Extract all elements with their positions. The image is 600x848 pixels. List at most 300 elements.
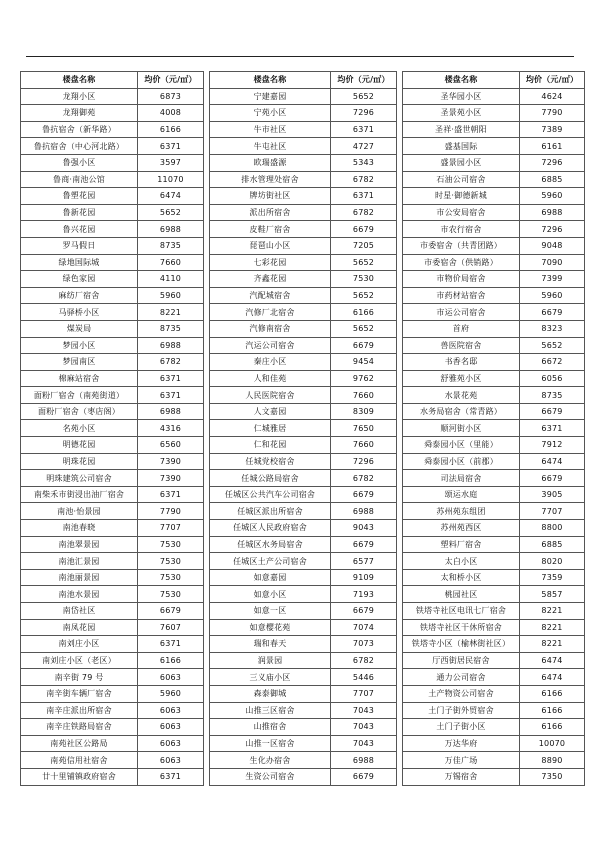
table-row — [21, 752, 204, 769]
average-price-cell: 7530 — [138, 553, 204, 570]
estate-name-cell: 马驿桥小区 — [21, 304, 138, 321]
estate-name-cell: 任城区人民政府宿舍 — [210, 520, 331, 537]
estate-name-cell: 南岱社区 — [21, 603, 138, 620]
average-price-cell: 9109 — [331, 569, 397, 586]
average-price-cell: 6063 — [138, 669, 204, 686]
table-row — [210, 304, 397, 321]
table-row — [403, 503, 585, 520]
table-row — [210, 254, 397, 271]
table-row — [403, 271, 585, 288]
estate-name-cell: 明珠建筑公司宿舍 — [21, 470, 138, 487]
table-row — [210, 768, 397, 785]
estate-name-cell: 万达华府 — [403, 735, 520, 752]
estate-name-cell: 水景花苑 — [403, 387, 520, 404]
table-row — [21, 603, 204, 620]
average-price-cell: 10070 — [520, 735, 585, 752]
estate-name-cell: 南刘庄小区 — [21, 636, 138, 653]
table-row — [21, 569, 204, 586]
estate-name-cell: 汽修厂北宿舍 — [210, 304, 331, 321]
table-row — [403, 470, 585, 487]
average-price-cell: 6873 — [138, 88, 204, 105]
average-price-cell: 6988 — [138, 403, 204, 420]
average-price-cell: 3905 — [520, 486, 585, 503]
estate-name-cell: 盛景园小区 — [403, 154, 520, 171]
estate-name-cell: 苏州苑西区 — [403, 520, 520, 537]
table-row — [21, 370, 204, 387]
estate-name-cell: 塑料厂宿舍 — [403, 536, 520, 553]
table-row — [210, 320, 397, 337]
column-header-price: 均价（元/㎡） — [331, 72, 397, 89]
estate-name-cell: 明珠花园 — [21, 453, 138, 470]
table-row — [403, 437, 585, 454]
table-row — [21, 685, 204, 702]
estate-name-cell: 鲁塑花园 — [21, 188, 138, 205]
table-row — [403, 387, 585, 404]
table-row — [210, 237, 397, 254]
table-row — [403, 603, 585, 620]
average-price-cell: 7790 — [520, 105, 585, 122]
table-row — [210, 105, 397, 122]
table-row — [403, 652, 585, 669]
average-price-cell: 6063 — [138, 702, 204, 719]
table-row — [210, 337, 397, 354]
average-price-cell: 7296 — [331, 105, 397, 122]
average-price-cell: 6371 — [331, 121, 397, 138]
estate-name-cell: 南池春晓 — [21, 520, 138, 537]
average-price-cell: 7399 — [520, 271, 585, 288]
estate-name-cell: 铁塔寺小区（榆林街社区） — [403, 636, 520, 653]
table-row — [403, 204, 585, 221]
average-price-cell: 8020 — [520, 553, 585, 570]
average-price-cell: 6474 — [520, 453, 585, 470]
estate-name-cell: 煤炭局 — [21, 320, 138, 337]
average-price-cell: 4316 — [138, 420, 204, 437]
average-price-cell: 6161 — [520, 138, 585, 155]
average-price-cell: 7043 — [331, 702, 397, 719]
estate-name-cell: 南辛街 79 号 — [21, 669, 138, 686]
table-row — [21, 652, 204, 669]
table-header-row — [403, 72, 585, 89]
estate-name-cell: 舜泰园小区（前郡） — [403, 453, 520, 470]
estate-name-cell: 南池水景园 — [21, 586, 138, 603]
estate-name-cell: 圣华园小区 — [403, 88, 520, 105]
average-price-cell: 7193 — [331, 586, 397, 603]
average-price-cell: 6063 — [138, 735, 204, 752]
table-row — [21, 619, 204, 636]
estate-name-cell: 铁塔寺社区干休所宿舍 — [403, 619, 520, 636]
table-row — [403, 337, 585, 354]
average-price-cell: 8221 — [520, 603, 585, 620]
average-price-cell: 6885 — [520, 536, 585, 553]
table-row — [403, 105, 585, 122]
average-price-cell: 6679 — [331, 603, 397, 620]
table-row — [403, 304, 585, 321]
estate-name-cell: 司法局宿舍 — [403, 470, 520, 487]
average-price-cell: 7073 — [331, 636, 397, 653]
average-price-cell: 6371 — [138, 636, 204, 653]
table-row — [403, 569, 585, 586]
estate-name-cell: 铁塔寺社区电讯七厂宿舍 — [403, 603, 520, 620]
estate-name-cell: 排水管理处宿舍 — [210, 171, 331, 188]
estate-name-cell: 市公安局宿舍 — [403, 204, 520, 221]
estate-name-cell: 鲁强小区 — [21, 154, 138, 171]
average-price-cell: 8221 — [138, 304, 204, 321]
estate-name-cell: 绿色家园 — [21, 271, 138, 288]
average-price-cell: 6782 — [331, 171, 397, 188]
average-price-cell: 7390 — [138, 453, 204, 470]
estate-name-cell: 汽运公司宿舍 — [210, 337, 331, 354]
table-row — [403, 221, 585, 238]
table-row — [21, 254, 204, 271]
table-row — [403, 254, 585, 271]
estate-name-cell: 任城区土产公司宿舍 — [210, 553, 331, 570]
table-row — [21, 287, 204, 304]
average-price-cell: 6474 — [520, 669, 585, 686]
table-row — [403, 88, 585, 105]
table-row — [21, 536, 204, 553]
average-price-cell: 6782 — [331, 204, 397, 221]
estate-name-cell: 山推三区宿舍 — [210, 702, 331, 719]
estate-name-cell: 麻纺厂宿舍 — [21, 287, 138, 304]
table-row — [21, 354, 204, 371]
table-row — [21, 636, 204, 653]
table-row — [403, 403, 585, 420]
estate-name-cell: 面粉厂宿舍（枣店阁） — [21, 403, 138, 420]
price-table-right — [402, 71, 585, 786]
table-row — [210, 569, 397, 586]
average-price-cell: 6166 — [138, 652, 204, 669]
table-row — [210, 121, 397, 138]
average-price-cell: 6679 — [331, 337, 397, 354]
average-price-cell: 7090 — [520, 254, 585, 271]
estate-name-cell: 欧瑞盛源 — [210, 154, 331, 171]
estate-name-cell: 如意樱花苑 — [210, 619, 331, 636]
estate-name-cell: 如意小区 — [210, 586, 331, 603]
estate-name-cell: 市物价局宿舍 — [403, 271, 520, 288]
estate-name-cell: 兽医院宿舍 — [403, 337, 520, 354]
average-price-cell: 6679 — [520, 403, 585, 420]
table-row — [403, 287, 585, 304]
estate-name-cell: 瑞和春天 — [210, 636, 331, 653]
estate-name-cell: 桃园社区 — [403, 586, 520, 603]
average-price-cell: 7660 — [331, 387, 397, 404]
table-row — [21, 138, 204, 155]
table-row — [403, 237, 585, 254]
average-price-cell: 5652 — [331, 254, 397, 271]
table-row — [403, 486, 585, 503]
average-price-cell: 9043 — [331, 520, 397, 537]
table-row — [403, 121, 585, 138]
estate-name-cell: 任城区派出所宿舍 — [210, 503, 331, 520]
average-price-cell: 7350 — [520, 768, 585, 785]
estate-name-cell: 石油公司宿舍 — [403, 171, 520, 188]
table-row — [403, 188, 585, 205]
average-price-cell: 9454 — [331, 354, 397, 371]
table-row — [21, 88, 204, 105]
estate-name-cell: 颂运水庭 — [403, 486, 520, 503]
average-price-cell: 8221 — [520, 619, 585, 636]
average-price-cell: 5652 — [520, 337, 585, 354]
table-row — [403, 752, 585, 769]
table-row — [210, 536, 397, 553]
table-row — [403, 735, 585, 752]
average-price-cell: 5652 — [331, 287, 397, 304]
table-row — [403, 171, 585, 188]
estate-name-cell: 绿地国际城 — [21, 254, 138, 271]
estate-name-cell: 汽配城宿舍 — [210, 287, 331, 304]
price-table-left — [20, 71, 204, 786]
estate-name-cell: 廿十里铺镇政府宿舍 — [21, 768, 138, 785]
average-price-cell: 6988 — [331, 752, 397, 769]
estate-name-cell: 南凤花园 — [21, 619, 138, 636]
average-price-cell: 6679 — [520, 470, 585, 487]
average-price-cell: 5960 — [138, 685, 204, 702]
table-row — [21, 735, 204, 752]
estate-name-cell: 山推宿舍 — [210, 719, 331, 736]
column-header-name: 楼盘名称 — [21, 72, 138, 89]
average-price-cell: 6166 — [520, 685, 585, 702]
table-row — [210, 735, 397, 752]
average-price-cell: 7389 — [520, 121, 585, 138]
average-price-cell: 7530 — [138, 569, 204, 586]
average-price-cell: 7074 — [331, 619, 397, 636]
average-price-cell: 3597 — [138, 154, 204, 171]
table-row — [210, 702, 397, 719]
table-row — [403, 669, 585, 686]
table-row — [403, 586, 585, 603]
estate-name-cell: 生化办宿舍 — [210, 752, 331, 769]
average-price-cell: 6885 — [520, 171, 585, 188]
estate-name-cell: 厅西街居民宿舍 — [403, 652, 520, 669]
average-price-cell: 6988 — [520, 204, 585, 221]
estate-name-cell: 如意嘉园 — [210, 569, 331, 586]
table-row — [21, 768, 204, 785]
estate-name-cell: 七彩花园 — [210, 254, 331, 271]
average-price-cell: 6371 — [138, 486, 204, 503]
table-row — [403, 420, 585, 437]
average-price-cell: 6679 — [331, 768, 397, 785]
estate-name-cell: 宁苑小区 — [210, 105, 331, 122]
table-row — [210, 453, 397, 470]
table-row — [403, 636, 585, 653]
estate-name-cell: 任城区水务局宿舍 — [210, 536, 331, 553]
average-price-cell: 4008 — [138, 105, 204, 122]
table-row — [210, 221, 397, 238]
estate-name-cell: 如意一区 — [210, 603, 331, 620]
average-price-cell: 7607 — [138, 619, 204, 636]
estate-name-cell: 龙翔御苑 — [21, 105, 138, 122]
table-row — [210, 138, 397, 155]
table-header-row — [210, 72, 397, 89]
table-row — [210, 204, 397, 221]
average-price-cell: 6166 — [138, 121, 204, 138]
table-row — [21, 453, 204, 470]
estate-name-cell: 首府 — [403, 320, 520, 337]
table-row — [403, 702, 585, 719]
estate-name-cell: 万锡宿舍 — [403, 768, 520, 785]
table-row — [210, 354, 397, 371]
average-price-cell: 7530 — [138, 536, 204, 553]
table-row — [21, 154, 204, 171]
average-price-cell: 6166 — [331, 304, 397, 321]
table-row — [21, 503, 204, 520]
average-price-cell: 5652 — [331, 320, 397, 337]
average-price-cell: 6371 — [520, 420, 585, 437]
table-row — [210, 669, 397, 686]
estate-name-cell: 通力公司宿舍 — [403, 669, 520, 686]
estate-name-cell: 梦园小区 — [21, 337, 138, 354]
table-row — [210, 619, 397, 636]
estate-name-cell: 润景园 — [210, 652, 331, 669]
estate-name-cell: 汽修南宿舍 — [210, 320, 331, 337]
estate-name-cell: 鲁兴花园 — [21, 221, 138, 238]
table-row — [21, 586, 204, 603]
column-header-name: 楼盘名称 — [210, 72, 331, 89]
average-price-cell: 5652 — [331, 88, 397, 105]
table-row — [210, 287, 397, 304]
average-price-cell: 7530 — [331, 271, 397, 288]
average-price-cell: 6166 — [520, 702, 585, 719]
average-price-cell: 7790 — [138, 503, 204, 520]
estate-name-cell: 盛基国际 — [403, 138, 520, 155]
table-row — [21, 320, 204, 337]
estate-name-cell: 鲁抗宿舍（中心河北路） — [21, 138, 138, 155]
average-price-cell: 6371 — [331, 188, 397, 205]
estate-name-cell: 市委宿舍（共青团路） — [403, 237, 520, 254]
table-row — [210, 188, 397, 205]
table-row — [210, 420, 397, 437]
estate-name-cell: 舜泰园小区（里能） — [403, 437, 520, 454]
table-row — [21, 204, 204, 221]
estate-name-cell: 顺河街小区 — [403, 420, 520, 437]
estate-name-cell: 市委宿舍（供销路） — [403, 254, 520, 271]
average-price-cell: 8309 — [331, 403, 397, 420]
estate-name-cell: 舒雅苑小区 — [403, 370, 520, 387]
average-price-cell: 6988 — [138, 221, 204, 238]
estate-name-cell: 太白小区 — [403, 553, 520, 570]
estate-name-cell: 罗马假日 — [21, 237, 138, 254]
average-price-cell: 6988 — [331, 503, 397, 520]
table-row — [210, 171, 397, 188]
estate-name-cell: 南池汇景园 — [21, 553, 138, 570]
average-price-cell: 7912 — [520, 437, 585, 454]
estate-name-cell: 圣景苑小区 — [403, 105, 520, 122]
average-price-cell: 6371 — [138, 370, 204, 387]
table-row — [21, 387, 204, 404]
estate-name-cell: 苏州苑东组团 — [403, 503, 520, 520]
estate-name-cell: 任城区公共汽车公司宿舍 — [210, 486, 331, 503]
estate-name-cell: 南辛街车辆厂宿舍 — [21, 685, 138, 702]
estate-name-cell: 齐鑫花园 — [210, 271, 331, 288]
table-header-row — [21, 72, 204, 89]
table-row — [21, 237, 204, 254]
average-price-cell: 8735 — [520, 387, 585, 404]
table-row — [210, 437, 397, 454]
average-price-cell: 7043 — [331, 719, 397, 736]
average-price-cell: 7359 — [520, 569, 585, 586]
average-price-cell: 7707 — [138, 520, 204, 537]
estate-name-cell: 南苑信用社宿舍 — [21, 752, 138, 769]
average-price-cell: 5960 — [138, 287, 204, 304]
average-price-cell: 6679 — [331, 221, 397, 238]
average-price-cell: 6988 — [138, 337, 204, 354]
average-price-cell: 7296 — [520, 154, 585, 171]
table-row — [21, 437, 204, 454]
average-price-cell: 5343 — [331, 154, 397, 171]
table-row — [403, 354, 585, 371]
table-row — [210, 88, 397, 105]
average-price-cell: 6063 — [138, 719, 204, 736]
estate-name-cell: 土门子街外贸宿舍 — [403, 702, 520, 719]
estate-name-cell: 鲁商·南池公馆 — [21, 171, 138, 188]
estate-name-cell: 面粉厂宿舍（南苑街道） — [21, 387, 138, 404]
table-row — [403, 619, 585, 636]
average-price-cell: 6679 — [331, 486, 397, 503]
estate-name-cell: 书香名邸 — [403, 354, 520, 371]
average-price-cell: 6474 — [520, 652, 585, 669]
average-price-cell: 9048 — [520, 237, 585, 254]
estate-name-cell: 人文嘉园 — [210, 403, 331, 420]
table-row — [21, 403, 204, 420]
average-price-cell: 6782 — [331, 470, 397, 487]
average-price-cell: 4624 — [520, 88, 585, 105]
estate-name-cell: 任城党校宿舍 — [210, 453, 331, 470]
table-row — [21, 105, 204, 122]
average-price-cell: 6371 — [138, 138, 204, 155]
average-price-cell: 8323 — [520, 320, 585, 337]
average-price-cell: 6371 — [138, 387, 204, 404]
table-row — [403, 320, 585, 337]
estate-name-cell: 琵琶山小区 — [210, 237, 331, 254]
estate-name-cell: 梦园南区 — [21, 354, 138, 371]
table-row — [210, 486, 397, 503]
table-row — [210, 503, 397, 520]
average-price-cell: 6474 — [138, 188, 204, 205]
average-price-cell: 7043 — [331, 735, 397, 752]
average-price-cell: 5446 — [331, 669, 397, 686]
table-row — [21, 188, 204, 205]
estate-name-cell: 南辛庄铁路局宿舍 — [21, 719, 138, 736]
estate-name-cell: 市运公司宿舍 — [403, 304, 520, 321]
table-row — [21, 553, 204, 570]
table-row — [403, 536, 585, 553]
average-price-cell: 6679 — [331, 536, 397, 553]
table-row — [210, 752, 397, 769]
table-row — [210, 586, 397, 603]
table-row — [21, 121, 204, 138]
table-row — [21, 271, 204, 288]
average-price-cell: 7296 — [331, 453, 397, 470]
average-price-cell: 7707 — [331, 685, 397, 702]
table-row — [403, 154, 585, 171]
table-row — [403, 138, 585, 155]
table-row — [21, 420, 204, 437]
estate-name-cell: 太和桥小区 — [403, 569, 520, 586]
estate-name-cell: 派出所宿舍 — [210, 204, 331, 221]
average-price-cell: 4727 — [331, 138, 397, 155]
estate-name-cell: 山推一区宿舍 — [210, 735, 331, 752]
estate-name-cell: 牌坊街社区 — [210, 188, 331, 205]
table-row — [403, 370, 585, 387]
table-row — [21, 486, 204, 503]
table-row — [210, 470, 397, 487]
estate-name-cell: 宁建嘉园 — [210, 88, 331, 105]
estate-name-cell: 时星·御德新城 — [403, 188, 520, 205]
table-row — [21, 719, 204, 736]
table-row — [210, 154, 397, 171]
table-row — [403, 719, 585, 736]
estate-name-cell: 市药材站宿舍 — [403, 287, 520, 304]
